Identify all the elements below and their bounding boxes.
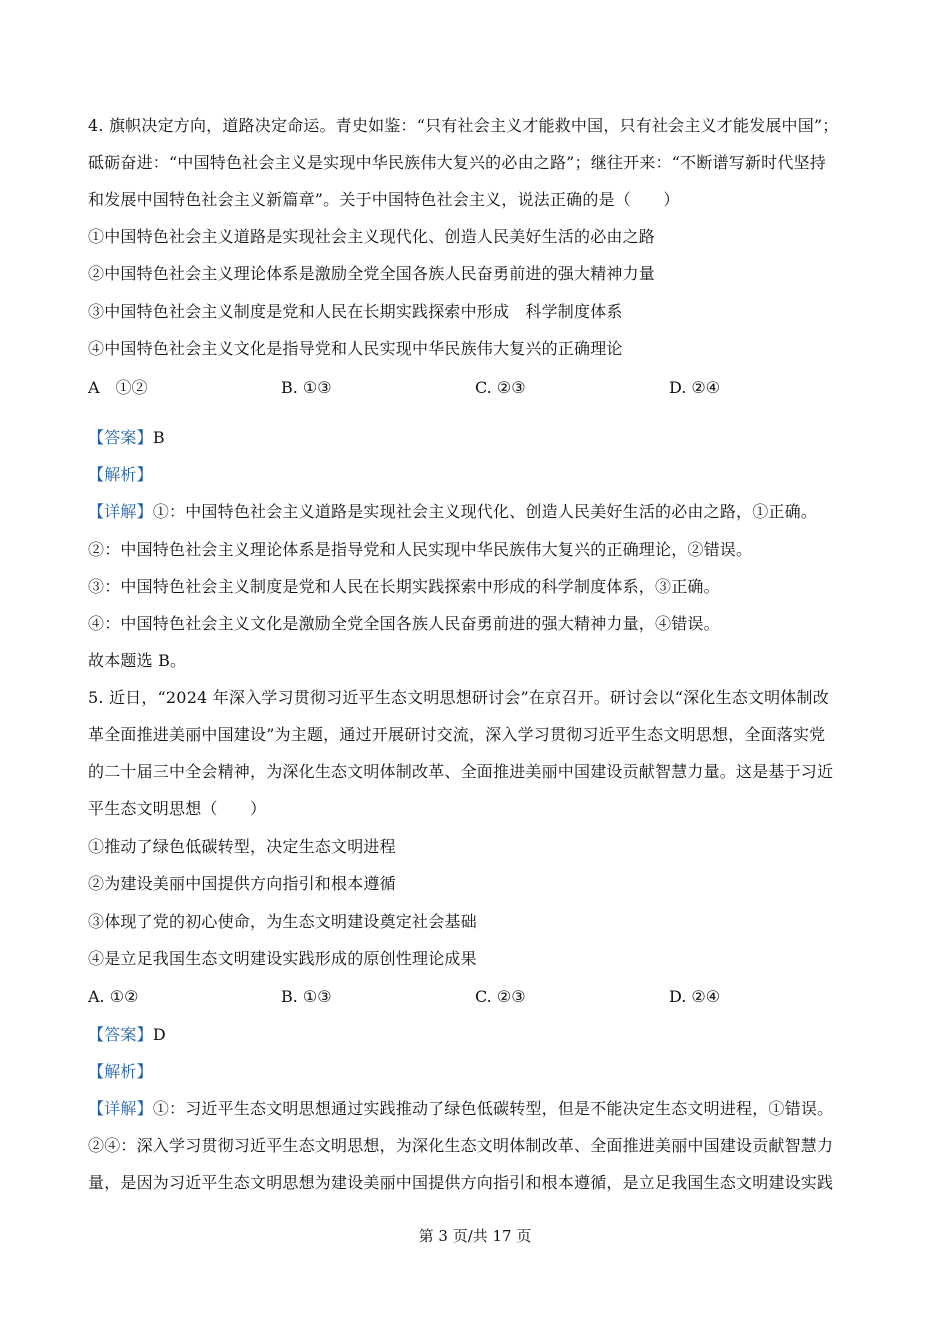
q5-option-d: D. ②④ <box>669 987 721 1006</box>
answer-tag: 【答案】 <box>88 1025 153 1044</box>
answer-value: B <box>152 428 165 447</box>
answer-value: D <box>152 1025 166 1044</box>
q4-statement-2: ②中国特色社会主义理论体系是激励全党全国各族人民奋勇前进的强大精神力量 <box>88 264 656 283</box>
q4-analysis-line <box>88 465 878 485</box>
q5-stem-line-1: 5. 近日，“2024 年深入学习贯彻习近平生态文明思想研讨会”在京召开。研讨会以“深化生态文明体制改 <box>88 688 829 707</box>
q4-answer-line <box>88 428 878 448</box>
q5-stem-line-2: 革全面推进美丽中国建设”为主题，通过开展研讨交流，深入学习贯彻习近平生态文明思想，全面落实党 <box>88 725 826 744</box>
q5-detail-line-2: ②④：深入学习贯彻习近平生态文明思想，为深化生态文明体制改革、全面推进美丽中国建设贡献智慧力 <box>88 1136 834 1155</box>
q5-stem-line-4: 平生态文明思想（ ） <box>88 799 267 818</box>
answer-tag: 【答案】 <box>88 428 153 447</box>
q4-statement-3: ③中国特色社会主义制度是党和人民在长期实践探索中形成 科学制度体系 <box>88 302 623 321</box>
q4-stem-line-3: 和发展中国特色社会主义新篇章”。关于中国特色社会主义，说法正确的是（ ） <box>88 190 680 209</box>
q4-detail-line-3: ③：中国特色社会主义制度是党和人民在长期实践探索中形成的科学制度体系，③正确。 <box>88 577 720 596</box>
q4-stem-line-2: 砥砺奋进：“中国特色社会主义是实现中华民族伟大复兴的必由之路”；继往开来：“不断谱写新时代坚持 <box>88 153 826 172</box>
q4-option-d: D. ②④ <box>669 378 721 397</box>
q4-option-c: C. ②③ <box>475 378 526 397</box>
page-footer: 第 3 页/共 17 页 <box>418 1227 532 1245</box>
q4-conclusion: 故本题选 B。 <box>88 651 187 670</box>
q5-detail-line-3: 量，是因为习近平生态文明思想为建设美丽中国提供方向指引和根本遵循，是立足我国生态文明建设实践 <box>88 1173 834 1192</box>
analysis-tag: 【解析】 <box>88 465 153 484</box>
q5-option-b: B. ①③ <box>281 987 332 1006</box>
q5-statement-1: ①推动了绿色低碳转型，决定生态文明进程 <box>88 837 396 856</box>
q5-statement-3: ③体现了党的初心使命，为生态文明建设奠定社会基础 <box>88 912 477 931</box>
q5-answer-line <box>88 1025 878 1045</box>
analysis-tag: 【解析】 <box>88 1062 153 1081</box>
detail-tag: 【详解】 <box>88 1099 153 1118</box>
q4-option-b: B. ①③ <box>281 378 332 397</box>
q4-option-a: A ①② <box>88 378 148 397</box>
q5-analysis-line <box>88 1062 878 1082</box>
detail-text: ①：中国特色社会主义道路是实现社会主义现代化、创造人民美好生活的必由之路，①正确。 <box>152 502 818 521</box>
q5-stem-line-3: 的二十届三中全会精神，为深化生态文明体制改革、全面推进美丽中国建设贡献智慧力量。这是基于习近 <box>88 762 834 781</box>
q4-detail-line-1 <box>88 502 878 522</box>
q5-option-c: C. ②③ <box>475 987 526 1006</box>
q4-statement-1: ①中国特色社会主义道路是实现社会主义现代化、创造人民美好生活的必由之路 <box>88 227 656 246</box>
q4-detail-line-4: ④：中国特色社会主义文化是激励全党全国各族人民奋勇前进的强大精神力量，④错误。 <box>88 614 720 633</box>
q4-stem-line-1: 4. 旗帜决定方向，道路决定命运。青史如鉴：“只有社会主义才能救中国，只有社会主义才能发展中国”； <box>88 116 839 135</box>
q5-option-a: A. ①② <box>88 987 139 1006</box>
q5-statement-4: ④是立足我国生态文明建设实践形成的原创性理论成果 <box>88 949 477 968</box>
q4-detail-line-2: ②：中国特色社会主义理论体系是指导党和人民实现中华民族伟大复兴的正确理论，②错误。 <box>88 540 753 559</box>
q5-statement-2: ②为建设美丽中国提供方向指引和根本遵循 <box>88 874 396 893</box>
detail-text: ①：习近平生态文明思想通过实践推动了绿色低碳转型，但是不能决定生态文明进程，①错误。 <box>152 1099 834 1118</box>
q4-statement-4: ④中国特色社会主义文化是指导党和人民实现中华民族伟大复兴的正确理论 <box>88 339 623 358</box>
q5-detail-line-1 <box>88 1099 878 1119</box>
detail-tag: 【详解】 <box>88 502 153 521</box>
